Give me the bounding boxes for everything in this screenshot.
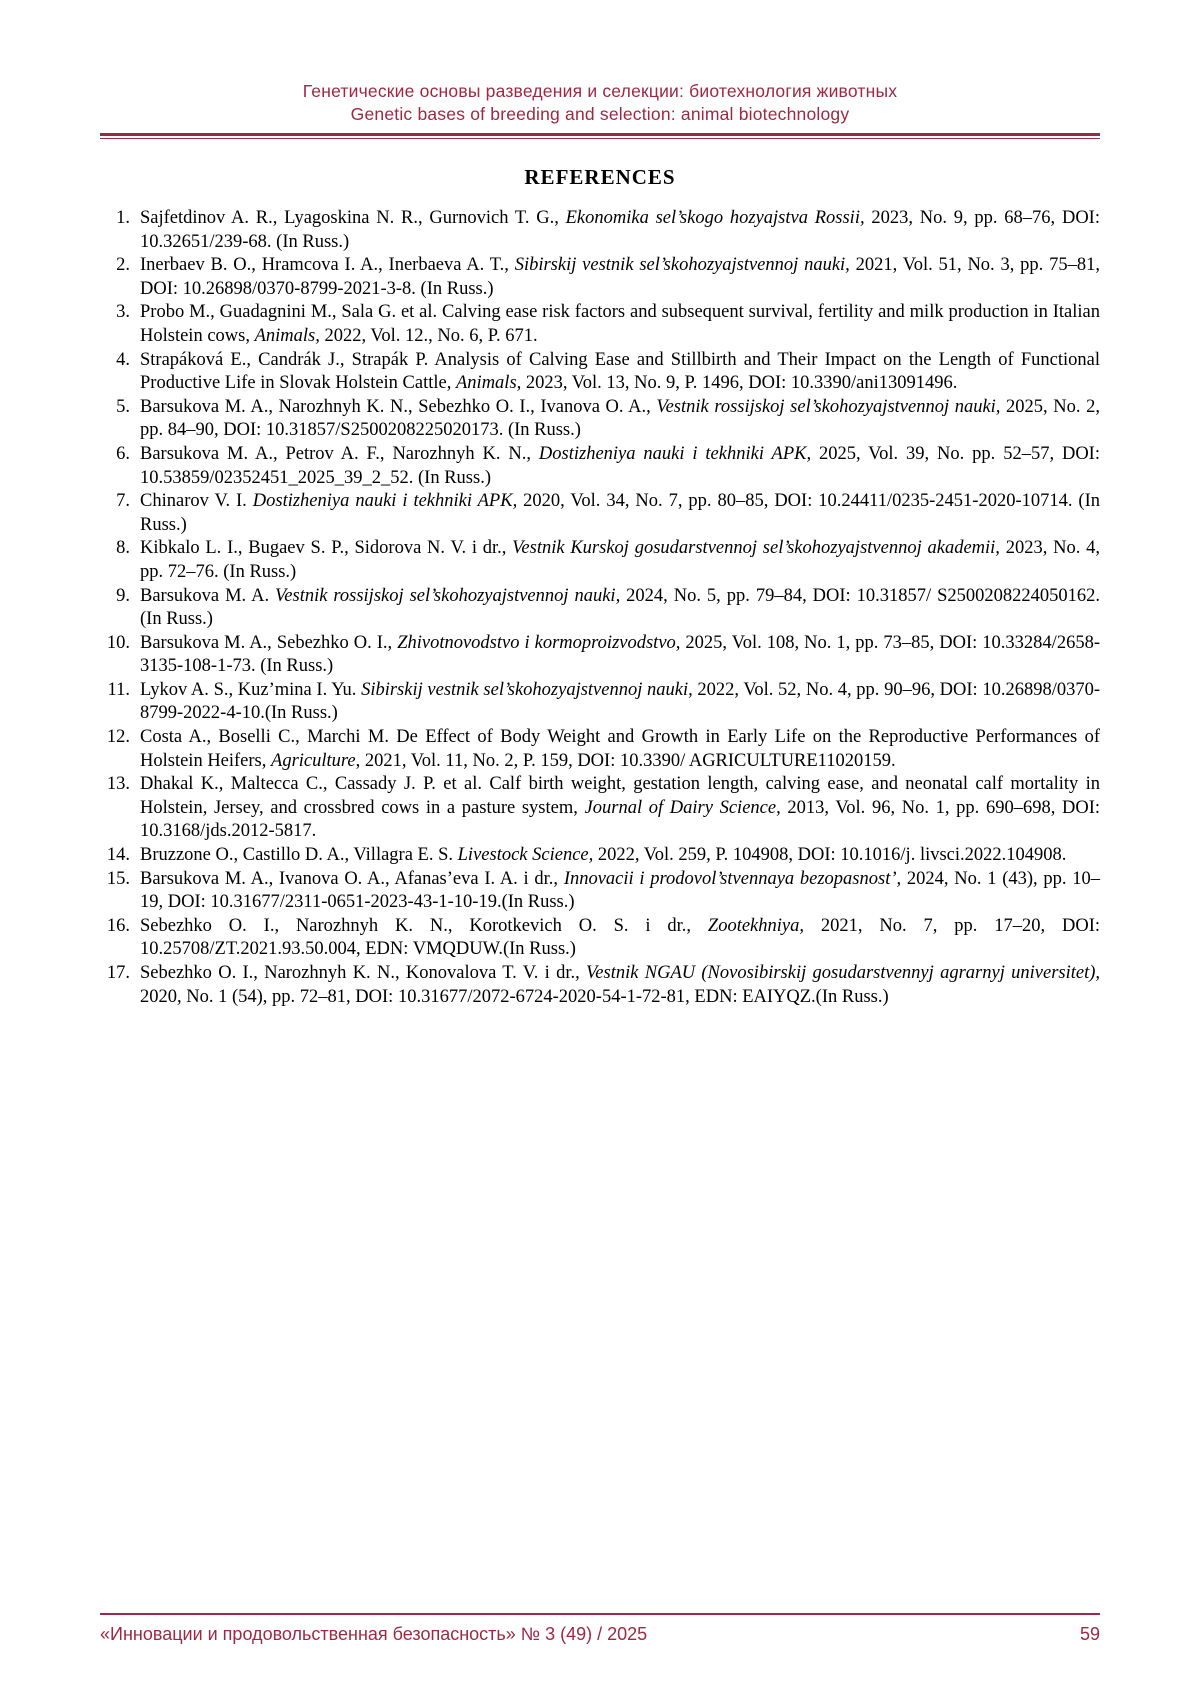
reference-item <box>100 915 1100 962</box>
reference-text <box>140 443 1100 490</box>
journal-title: Journal of Dairy Science, <box>584 797 781 818</box>
reference-segment: 2021, Vol. 51, No. 3, pp. 75–81, DOI: 10.26898/0370-8799-2021-3-8. (In Russ.) <box>140 255 1100 299</box>
reference-text <box>140 254 1100 301</box>
journal-title: Zhivotnovodstvo i kormoproizvodstvo, <box>397 632 681 653</box>
journal-title: Animals, <box>254 325 320 346</box>
reference-segment: 2024, No. 5, pp. 79–84, DOI: 10.31857/ S2500208224050162. (In Russ.) <box>140 585 1101 630</box>
reference-number: 4. <box>116 349 130 370</box>
reference-item <box>100 726 1100 773</box>
reference-item <box>100 254 1100 301</box>
reference-segment: 2023, Vol. 13, No. 9, P. 1496, DOI: 10.3390/ani13091496. <box>521 373 958 394</box>
reference-number: 15. <box>106 868 130 889</box>
reference-item <box>100 490 1100 537</box>
running-head-ru: Генетические основы разведения и селекции: биотехнология животных <box>302 81 898 101</box>
reference-segment: 2023, No. 9, pp. 68–76, DOI: 10.32651/239-68. (In Russ.) <box>140 208 1100 252</box>
reference-segment: 2022, Vol. 52, No. 4, pp. 90–96, DOI: 10.26898/0370-8799-2022-4-10.(In Russ.) <box>140 679 1100 724</box>
reference-item <box>100 632 1100 679</box>
reference-segment: 2023, No. 4, pp. 72–76. (In Russ.) <box>140 538 1100 582</box>
journal-name: «Инновации и продовольственная безопасность» № 3 (49) / 2025 <box>100 1624 648 1644</box>
page-number: 59 <box>1079 1624 1100 1644</box>
reference-text <box>140 726 1100 773</box>
journal-title: Livestock Science, <box>457 845 594 866</box>
reference-number: 5. <box>116 396 130 417</box>
reference-number: 10. <box>106 632 130 653</box>
footer-rule <box>100 1613 1100 1615</box>
reference-segment: Costa A., Boselli C., Marchi M. De Effect of Body Weight and Growth in Early Life on the Reproductive Performances of Holstein Heifers, <box>140 727 1100 771</box>
reference-segment: 2025, Vol. 108, No. 1, pp. 73–85, DOI: 10.33284/2658-3135-108-1-73. (In Russ.) <box>140 632 1100 677</box>
reference-number: 3. <box>116 302 130 323</box>
journal-title: Sibirskij vestnik sel’skohozyajstvennoj nauki, <box>514 255 850 276</box>
reference-number: 8. <box>116 538 130 559</box>
reference-segment: Inerbaev B. O., Hramcova I. A., Inerbaeva A. T., <box>140 255 515 276</box>
reference-text <box>140 962 1100 1009</box>
reference-item <box>100 868 1100 915</box>
section-title: REFERENCES <box>524 165 676 189</box>
journal-title: Vestnik Kurskoj gosudarstvennoj sel’skohozyajstvennoj akademii, <box>512 538 1000 559</box>
reference-segment: Sebezhko O. I., Narozhnyh K. N., Konovalova T. V. i dr., <box>140 963 587 983</box>
reference-segment: 2022, Vol. 12., No. 6, P. 671. <box>319 325 538 346</box>
reference-segment: Barsukova M. A., Narozhnyh K. N., Sebezhko O. I., Ivanova O. A., <box>140 396 657 417</box>
reference-number: 6. <box>116 443 130 464</box>
reference-segment: , 2021, Vol. 11, No. 2, P. 159, DOI: 10.3390/ AGRICULTURE11020159. <box>355 750 896 771</box>
reference-text <box>140 490 1100 537</box>
journal-title: Sibirskij vestnik sel’skohozyajstvennoj nauki, <box>361 679 693 700</box>
reference-number: 16. <box>106 915 130 936</box>
reference-segment: 2013, Vol. 96, No. 1, pp. 690–698, DOI: 10.3168/jds.2012-5817. <box>140 797 1100 842</box>
reference-text <box>140 301 1100 348</box>
reference-text <box>140 396 1100 443</box>
reference-segment: Barsukova M. A., Petrov A. F., Narozhnyh K. N., <box>140 443 539 464</box>
reference-text <box>140 632 1100 679</box>
reference-number: 9. <box>116 585 130 606</box>
reference-segment: 2022, Vol. 259, P. 104908, DOI: 10.1016/j. livsci.2022.104908. <box>593 845 1067 866</box>
journal-title: Innovacii i prodovol’stvennaya bezopasnost’, <box>563 868 902 889</box>
reference-segment: 2024, No. 1 (43), pp. 10–19, DOI: 10.31677/2311-0651-2023-43-1-10-19.(In Russ.) <box>140 868 1101 913</box>
journal-title: Vestnik NGAU (Novosibirskij gosudarstvennyj agrarnyj universitet), <box>586 963 1101 983</box>
reference-segment: Strapáková E., Candrák J., Strapák P. Analysis of Calving Ease and Stillbirth and Their Impact on the Length of Functional Productive Life in Slovak Holstein Cattle, <box>140 349 1100 394</box>
reference-segment: Lykov A. S., Kuz’mina I. Yu. <box>140 679 362 700</box>
reference-item <box>100 585 1100 632</box>
reference-segment: Kibkalo L. I., Bugaev S. P., Sidorova N. V. i dr., <box>140 538 513 559</box>
reference-item <box>100 349 1100 396</box>
reference-segment: Barsukova M. A., Ivanova O. A., Afanas’eva I. A. i dr., <box>140 868 564 889</box>
journal-title: Vestnik rossijskoj sel’skohozyajstvennoj nauki, <box>656 396 1001 417</box>
reference-segment: Dhakal K., Maltecca C., Cassady J. P. et al. Calf birth weight, gestation length, calving ease, and neonatal calf mortality in Holstein, Jersey, and crossbred cows in a pasture system, <box>140 774 1100 818</box>
reference-segment: 2021, No. 7, pp. 17–20, DOI: 10.25708/ZT.2021.93.50.004, EDN: VMQDUW.(In Russ.) <box>140 915 1100 960</box>
page-footer <box>100 1613 1100 1645</box>
reference-segment: 2020, Vol. 34, No. 7, pp. 80–85, DOI: 10.24411/0235-2451-2020-10714. (In Russ.) <box>140 491 1101 535</box>
journal-title: Zootekhniya, <box>707 915 804 936</box>
reference-item <box>100 773 1100 844</box>
reference-number: 1. <box>116 208 130 228</box>
reference-item <box>100 537 1100 584</box>
journal-title: Dostizheniya nauki i tekhniki APK, <box>252 491 518 512</box>
reference-segment: Sajfetdinov A. R., Lyagoskina N. R., Gurnovich T. G., <box>140 208 566 228</box>
reference-segment: Sebezhko O. I., Narozhnyh K. N., Korotkevich O. S. i dr., <box>140 915 708 936</box>
reference-text <box>140 207 1100 254</box>
journal-title: Agriculture <box>271 750 356 771</box>
reference-number: 11. <box>107 679 130 700</box>
reference-text <box>140 349 1100 396</box>
footer-row <box>100 1624 1100 1645</box>
reference-text <box>140 537 1100 584</box>
reference-text <box>140 915 1100 962</box>
reference-segment: Barsukova M. A. <box>140 585 276 606</box>
reference-segment: Barsukova M. A., Sebezhko O. I., <box>140 632 398 653</box>
running-head-en: Genetic bases of breeding and selection: animal biotechnology <box>350 104 850 124</box>
reference-item <box>100 301 1100 348</box>
reference-number: 7. <box>116 491 130 512</box>
reference-text <box>140 679 1100 726</box>
reference-segment: 2020, No. 1 (54), pp. 72–81, DOI: 10.31677/2072-6724-2020-54-1-72-81, EDN: EAIYQZ.(In Russ.) <box>140 986 889 1007</box>
reference-segment: Chinarov V. I. <box>140 491 253 512</box>
reference-number: 13. <box>106 774 130 795</box>
reference-item <box>100 207 1100 254</box>
reference-text <box>140 585 1100 632</box>
reference-segment: Bruzzone O., Castillo D. A., Villagra E. S. <box>140 845 458 866</box>
reference-text <box>140 773 1100 844</box>
running-head <box>100 0 1100 139</box>
journal-title: Ekonomika sel’skogo hozyajstva Rossii, <box>565 208 865 228</box>
reference-item <box>100 396 1100 443</box>
journal-title: Dostizheniya nauki i tekhniki APK, <box>538 443 812 464</box>
journal-title: Animals, <box>456 373 522 394</box>
reference-number: 14. <box>106 845 130 866</box>
reference-number: 17. <box>106 963 130 983</box>
reference-number: 12. <box>106 727 130 748</box>
reference-item <box>100 844 1100 868</box>
reference-text <box>140 844 1100 868</box>
reference-item <box>100 443 1100 490</box>
reference-segment: 2025, No. 2, pp. 84–90, DOI: 10.31857/S2500208225020173. (In Russ.) <box>140 396 1100 441</box>
reference-segment: 2025, Vol. 39, No. pp. 52–57, DOI: 10.53859/02352451_2025_39_2_52. (In Russ.) <box>140 443 1100 488</box>
reference-text <box>140 868 1100 915</box>
journal-title: Vestnik rossijskoj sel’skohozyajstvennoj nauki, <box>275 585 621 606</box>
references-list <box>100 207 1100 1009</box>
reference-number: 2. <box>116 255 130 276</box>
reference-item <box>100 679 1100 726</box>
reference-item <box>100 962 1100 1009</box>
reference-segment: Probo M., Guadagnini M., Sala G. et al. Calving ease risk factors and subsequent survival, fertility and milk production in Italian Holstein cows, <box>140 302 1100 346</box>
header-rule <box>100 133 1100 139</box>
